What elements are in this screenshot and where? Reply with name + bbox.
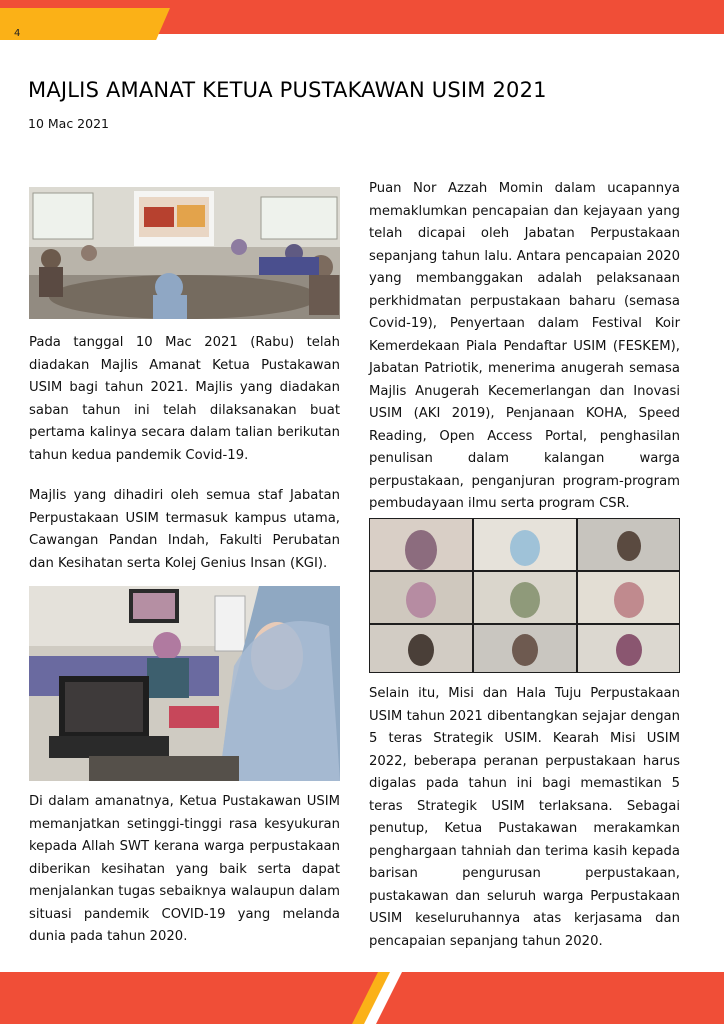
header-bar	[0, 0, 724, 40]
article-date: 10 Mac 2021	[28, 116, 109, 131]
paragraph-4: Puan Nor Azzah Momin dalam ucapannya memaklumkan pencapaian dan kejayaan yang telah dicapai oleh Jabatan Perpustakaan sepanjang tahun lalu. Antara pencapaian 2020 yang membanggakan adalah pelaksanaan perkhidmatan perpustakaan baharu (semasa Covid-19), Penyertaan dalam Festival Koir Kemerdekaan Piala Pendaftar USIM (FESKEM), Jabatan Patriotik, menerima anugerah semasa Majlis Anugerah Kecemerlangan dan Inovasi USIM (AKI 2019), Penjanaan KOHA, Speed Reading, Open Access Portal, penghasilan penulisan dalam kalangan warga perpustakaan, penganjuran program-program pembudayaan ilmu serta program CSR.	[369, 181, 680, 511]
paragraph-5: Selain itu, Misi dan Hala Tuju Perpustakaan USIM tahun 2021 dibentangkan sejajar dengan 5 teras Strategik USIM. Kearah Misi USIM 2022, beberapa peranan perpustakaan harus digalas pada tahun ini bagi memastikan 5 teras Strategik USIM terlaksana. Sebagai penutup, Ketua Pustakawan merakamkan penghargaan tahniah dan terima kasih kepada barisan pengurusan perpustakaan, pustakawan dan seluruh warga Perpustakaan USIM keseluruhannya atas kerjasama dan pencapaian sepanjang tahun 2020.	[369, 686, 680, 949]
paragraph-3: Di dalam amanatnya, Ketua Pustakawan USIM memanjatkan setinggi-tinggi rasa kesyukuran kepada Allah SWT kerana warga perpustakaan diberikan kesihatan yang baik serta dapat menjalankan tugas sebaiknya walaupun dalam situasi pandemik COVID-19 yang melanda dunia pada tahun 2020.	[29, 794, 340, 944]
meeting-room-photo	[29, 187, 340, 319]
paragraph-2: Majlis yang dihadiri oleh semua staf Jabatan Perpustakaan USIM termasuk kampus utama, Cawangan Pandan Indah, Fakulti Perubatan dan Kesihatan serta Kolej Genius Insan (KGI).	[29, 488, 340, 571]
video-conference-grid-photo	[369, 518, 680, 673]
laptop-meeting-photo	[29, 586, 340, 781]
footer-bar	[0, 970, 724, 1024]
paragraph-1: Pada tanggal 10 Mac 2021 (Rabu) telah diadakan Majlis Amanat Ketua Pustakawan USIM bagi tahun 2021. Majlis yang diadakan saban tahun ini telah dilaksanakan buat pertama kalinya secara dalam talian berikutan tahun kedua pandemik Covid-19.	[29, 335, 340, 463]
page-number: 4	[14, 28, 21, 39]
article-title: MAJLIS AMANAT KETUA PUSTAKAWAN USIM 2021	[28, 78, 547, 102]
